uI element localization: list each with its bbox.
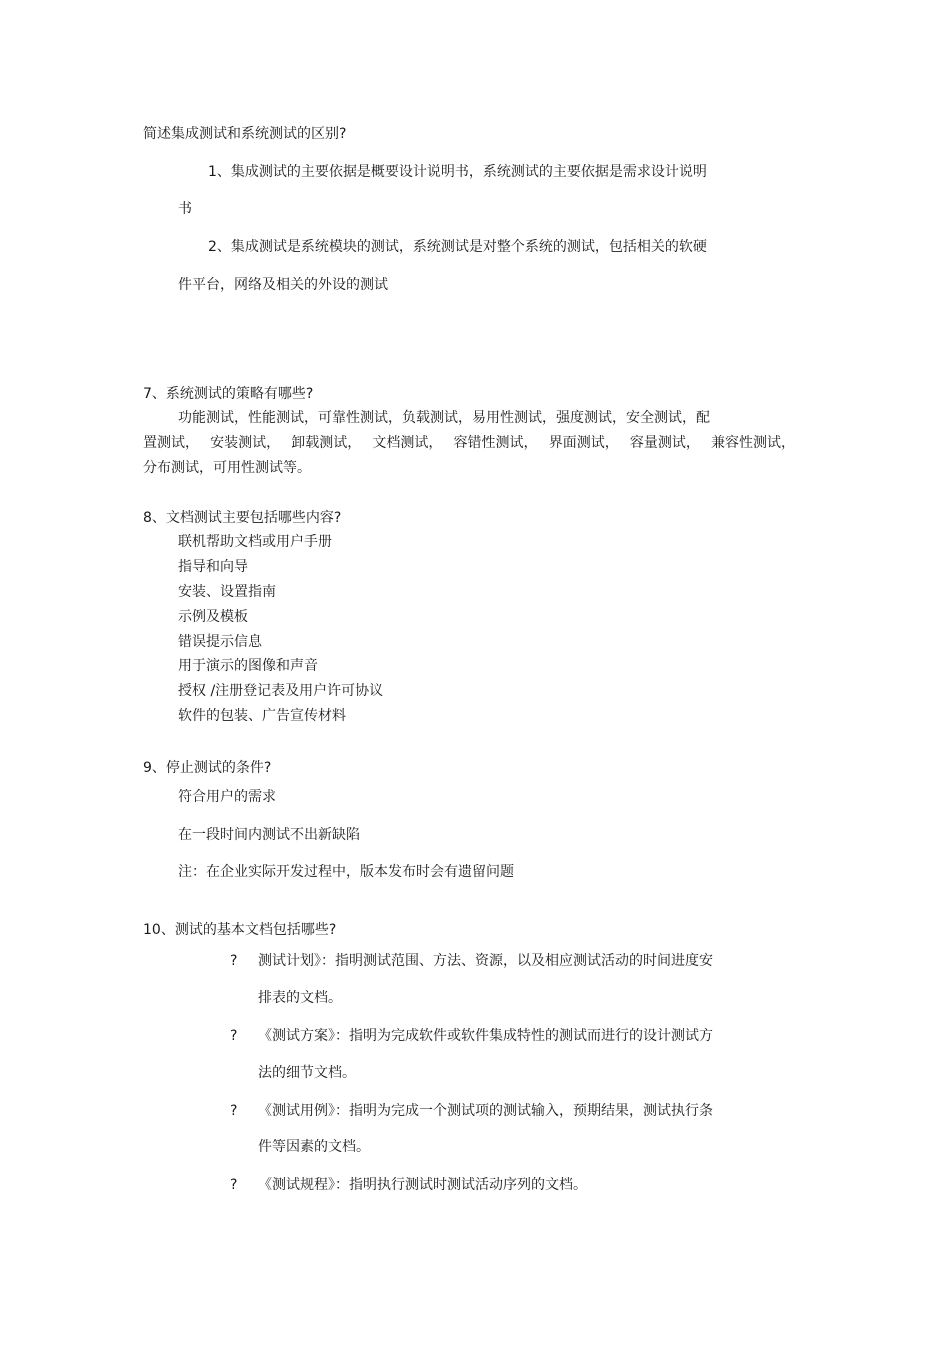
q10-bullet: ? xyxy=(230,1103,238,1119)
intro-answer-1-line-1: 1、集成测试的主要依据是概要设计说明书，系统测试的主要依据是需求设计说明 xyxy=(208,164,707,180)
q10-title: 10、测试的基本文档包括哪些? xyxy=(143,922,337,938)
q10-item-3-line-1: 《测试用例》：指明为完成一个测试项的测试输入，预期结果，测试执行条 xyxy=(258,1103,713,1119)
q8-list-item: 示例及模板 xyxy=(178,609,248,625)
q10-bullet: ? xyxy=(230,953,238,969)
q8-list-item: 软件的包装、广告宣传材料 xyxy=(178,708,346,724)
q7-line-2-item: 卸载测试， xyxy=(291,435,362,451)
intro-answer-1-line-2: 书 xyxy=(178,201,192,217)
q7-line-2-item: 容错性测试， xyxy=(453,435,538,451)
q10-item-1-line-1: 测试计划》：指明测试范围、方法、资源，以及相应测试活动的时间进度安 xyxy=(258,953,713,969)
q10-bullet: ? xyxy=(230,1177,238,1193)
q8-list-item: 安装、设置指南 xyxy=(178,584,276,600)
q7-line-2 xyxy=(143,433,795,453)
q10-item-3-line-2: 件等因素的文档。 xyxy=(258,1139,370,1155)
q8-list-item: 用于演示的图像和声音 xyxy=(178,658,318,674)
q10-item-1-line-2: 排表的文档。 xyxy=(258,990,342,1006)
q8-list-item: 错误提示信息 xyxy=(178,634,262,650)
q7-line-2-item: 容量测试， xyxy=(629,435,700,451)
intro-question: 简述集成测试和系统测试的区别? xyxy=(143,126,347,142)
q8-list-item: 联机帮助文档或用户手册 xyxy=(178,534,332,550)
q10-item-2-line-2: 法的细节文档。 xyxy=(258,1065,356,1081)
q7-line-2-item: 安装测试， xyxy=(210,435,281,451)
q9-note: 注：在企业实际开发过程中，版本发布时会有遗留问题 xyxy=(178,864,514,880)
q7-line-2-item: 文档测试， xyxy=(372,435,443,451)
q7-line-3: 分布测试，可用性测试等。 xyxy=(143,460,311,476)
q10-item-2-line-1: 《测试方案》：指明为完成软件或软件集成特性的测试而进行的设计测试方 xyxy=(258,1028,713,1044)
q8-title: 8、文档测试主要包括哪些内容? xyxy=(143,510,342,526)
q8-list-item: 授权 /注册登记表及用户许可协议 xyxy=(178,683,384,699)
q10-item-4-line-1: 《测试规程》：指明执行测试时测试活动序列的文档。 xyxy=(258,1177,587,1193)
q7-line-2-item: 兼容性测试， xyxy=(710,435,795,451)
q7-line-2-item: 界面测试， xyxy=(548,435,619,451)
intro-answer-2-line-1: 2、集成测试是系统模块的测试，系统测试是对整个系统的测试，包括相关的软硬 xyxy=(208,239,707,255)
q10-bullet: ? xyxy=(230,1028,238,1044)
q7-title: 7、系统测试的策略有哪些? xyxy=(143,386,314,402)
intro-answer-2-line-2: 件平台，网络及相关的外设的测试 xyxy=(178,277,388,293)
q9-item-2: 在一段时间内测试不出新缺陷 xyxy=(178,827,360,843)
q7-line-1: 功能测试，性能测试，可靠性测试，负载测试，易用性测试，强度测试，安全测试，配 xyxy=(178,410,710,426)
q8-list-item: 指导和向导 xyxy=(178,559,248,575)
q9-item-1: 符合用户的需求 xyxy=(178,789,276,805)
q7-line-2-item: 置测试， xyxy=(143,435,199,451)
q9-title: 9、停止测试的条件? xyxy=(143,760,272,776)
